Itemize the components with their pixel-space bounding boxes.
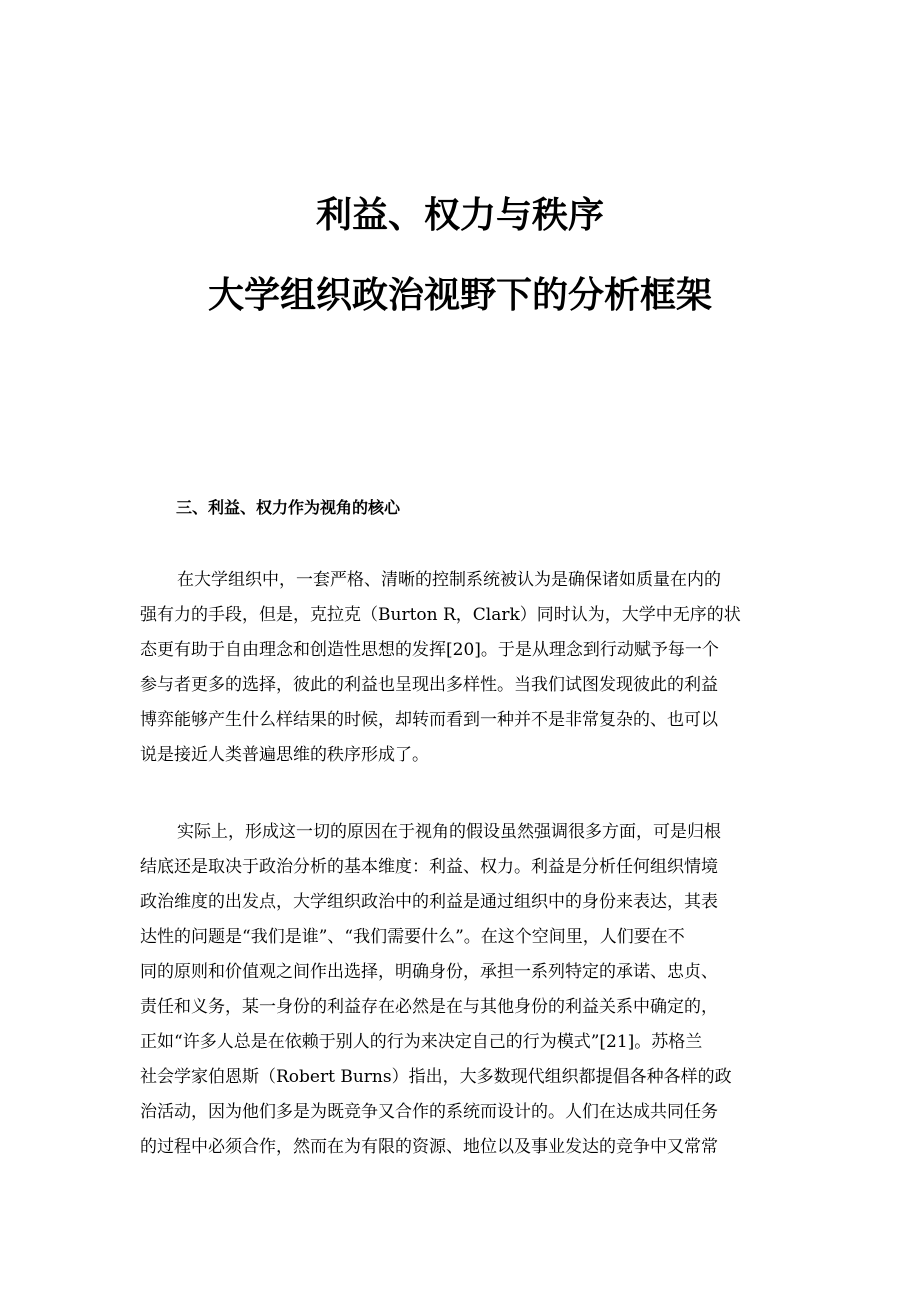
paragraph-line: 责任和义务，某一身份的利益存在必然是在与其他身份的利益关系中确定的，: [140, 997, 718, 1017]
paragraph-line: 同的原则和价值观之间作出选择，明确身份，承担一系列特定的承诺、忠贞、: [140, 962, 718, 982]
paragraph-2: [140, 815, 784, 1165]
paragraph-line: 参与者更多的选择，彼此的利益也呈现出多样性。当我们试图发现彼此的利益: [140, 675, 718, 695]
paragraph-line: 达性的问题是“我们是谁”、“我们需要什么”。在这个空间里，人们要在不: [140, 927, 685, 947]
paragraph-line: 政治维度的出发点，大学组织政治中的利益是通过组织中的身份来表达，其表: [140, 892, 718, 912]
paragraph-1: [140, 563, 784, 773]
paragraph-line: 正如“许多人总是在依赖于别人的行为来决定自己的行为模式”[21]。苏格兰: [140, 1032, 703, 1052]
paragraph-line: 强有力的手段，但是，克拉克（Burton R，Clark）同时认为，大学中无序的状: [140, 605, 741, 625]
paragraph-line: 在大学组织中，一套严格、清晰的控制系统被认为是确保诸如质量在内的: [177, 570, 721, 590]
paragraph-line: 结底还是取决于政治分析的基本维度：利益、权力。利益是分析任何组织情境: [140, 857, 718, 877]
section-heading: 三、利益、权力作为视角的核心: [176, 498, 401, 517]
paragraph-line: 态更有助于自由理念和创造性思想的发挥[20]。于是从理念到行动赋予每一个: [140, 640, 719, 660]
paragraph-line: 社会学家伯恩斯（Robert Burns）指出，大多数现代组织都提倡各种各样的政: [140, 1067, 732, 1087]
document-title: 利益、权力与秩序: [315, 195, 604, 236]
paragraph-line: 博弈能够产生什么样结果的时候，却转而看到一种并不是非常复杂的、也可以: [140, 710, 718, 730]
paragraph-line: 治活动，因为他们多是为既竞争又合作的系统而设计的。人们在达成共同任务: [140, 1102, 718, 1122]
paragraph-line: 实际上，形成这一切的原因在于视角的假设虽然强调很多方面，可是归根: [177, 822, 721, 842]
paragraph-line: 的过程中必须合作，然而在为有限的资源、地位以及事业发达的竞争中又常常: [140, 1137, 718, 1157]
paragraph-line: 说是接近人类普遍思维的秩序形成了。: [140, 745, 429, 765]
document-subtitle: 大学组织政治视野下的分析框架: [207, 275, 712, 316]
